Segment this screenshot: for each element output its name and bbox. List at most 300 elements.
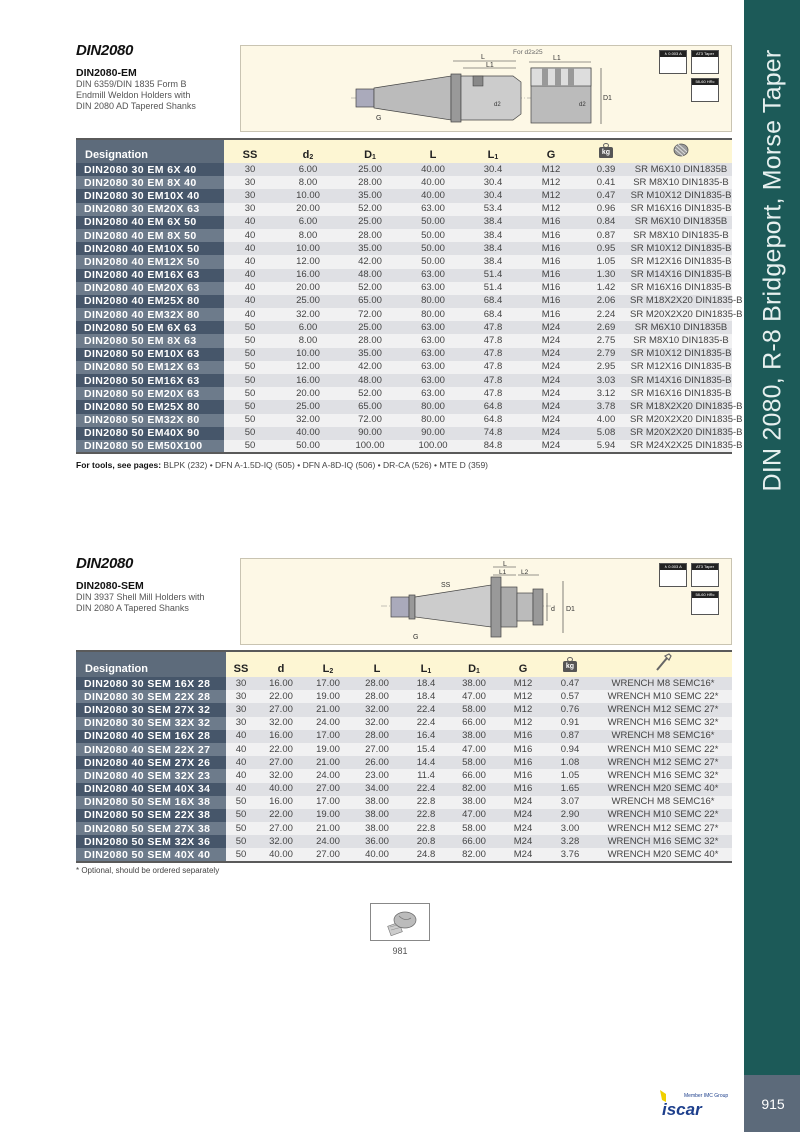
col-L1: $L_1$: [466, 139, 520, 163]
table-cell: M24: [520, 387, 582, 400]
table-cell: WRENCH M8 SEMC16*: [594, 677, 732, 690]
col-ss: SS: [224, 139, 276, 163]
table-cell: 16.00: [256, 677, 306, 690]
table-cell: 50: [224, 414, 276, 427]
table-cell: 24.8: [404, 848, 448, 861]
table-cell: SR M12X16 DIN1835-B: [630, 361, 732, 373]
table-cell: 50: [224, 361, 276, 374]
table-cell: 80.00: [400, 308, 466, 321]
table-cell: M12: [500, 717, 546, 730]
table-cell: 30: [226, 690, 256, 703]
table-cell: SR M6X10 DIN1835B: [630, 163, 732, 176]
weight-kg-icon: kg: [598, 143, 614, 158]
table-cell: 22.00: [256, 743, 306, 756]
table-cell: 40.00: [350, 848, 404, 861]
designation-cell: DIN2080 50 SEM 22X 38: [76, 809, 226, 822]
table-cell: 40: [224, 282, 276, 295]
table-cell: 35.00: [340, 348, 400, 361]
designation-cell: DIN2080 50 EM10X 63: [76, 348, 224, 361]
optional-note-text: * Optional, should be ordered separately: [76, 866, 220, 875]
table-cell: M24: [520, 414, 582, 427]
table-cell: 30.4: [466, 176, 520, 189]
table-cell: 63.00: [400, 321, 466, 334]
table-cell: 47.8: [466, 321, 520, 334]
table-cell: 35.00: [340, 242, 400, 255]
col-L: L: [350, 651, 404, 677]
table-cell: 19.00: [306, 690, 350, 703]
table-cell: 32.00: [350, 717, 404, 730]
table-cell: 38.00: [448, 796, 500, 809]
taper-spec-icon: [691, 563, 719, 587]
table-row: [76, 361, 732, 374]
table-cell: 63.00: [400, 374, 466, 387]
col-weight: [546, 651, 594, 677]
table-cell: 40.00: [400, 163, 466, 176]
table-cell: 24.00: [306, 835, 350, 848]
table-row: [76, 717, 732, 730]
table-cell: M24: [500, 822, 546, 835]
table-cell: 12.00: [276, 255, 340, 268]
table-cell: 50: [224, 387, 276, 400]
section-subtitle: DIN2080-SEM: [76, 580, 144, 592]
table-cell: M12: [520, 176, 582, 189]
spec-label: AT3 Taper: [692, 51, 718, 57]
table-cell: 52.00: [340, 387, 400, 400]
table-cell: M24: [520, 440, 582, 453]
table-cell: 58.00: [448, 756, 500, 769]
em-table-body: [76, 163, 743, 453]
table-cell: 47.00: [448, 809, 500, 822]
table-cell: 64.8: [466, 414, 520, 427]
table-row: [76, 400, 732, 413]
table-cell: SR M20X2X20 DIN1835-B: [630, 308, 743, 320]
table-cell: M12: [520, 189, 582, 202]
table-row: [76, 730, 732, 743]
table-cell: 63.00: [400, 334, 466, 347]
svg-text:G: G: [376, 115, 382, 122]
table-cell: 38.4: [466, 216, 520, 229]
table-row: [76, 282, 732, 295]
designation-cell: DIN2080 50 EM 6X 63: [76, 321, 224, 334]
table-cell: 50: [226, 822, 256, 835]
wrench-icon: [653, 652, 673, 672]
table-cell: 40.00: [400, 189, 466, 202]
table-cell: M16: [520, 242, 582, 255]
screw-icon: [371, 904, 431, 942]
svg-text:D1: D1: [566, 606, 575, 613]
table-row: [76, 203, 732, 216]
table-cell: 3.76: [546, 848, 594, 861]
table-cell: 0.57: [546, 690, 594, 703]
table-cell: 32.00: [256, 769, 306, 782]
table-cell: 30: [224, 203, 276, 216]
accessory-page-ref: 981: [392, 946, 408, 956]
table-cell: 0.87: [546, 730, 594, 743]
table-cell: 40.00: [256, 848, 306, 861]
table-cell: WRENCH M12 SEMC 27*: [594, 756, 732, 769]
table-cell: 40: [226, 730, 256, 743]
table-cell: 24.00: [306, 717, 350, 730]
table-cell: 38.00: [350, 796, 404, 809]
table-cell: 16.00: [256, 730, 306, 743]
table-cell: 2.79: [582, 348, 630, 361]
table-cell: M24: [500, 835, 546, 848]
table-cell: 20.8: [404, 835, 448, 848]
table-cell: 47.00: [448, 690, 500, 703]
table-header-row: [76, 139, 732, 163]
table-cell: M24: [500, 848, 546, 861]
table-cell: 50: [224, 400, 276, 413]
designation-cell: DIN2080 50 SEM 16X 38: [76, 796, 226, 809]
table-cell: 38.00: [350, 822, 404, 835]
table-cell: WRENCH M10 SEMC 22*: [594, 690, 732, 703]
table-cell: SR M6X10 DIN1835B: [630, 216, 732, 229]
table-row: [76, 295, 732, 308]
table-row: [76, 176, 732, 189]
table-cell: 90.00: [340, 427, 400, 440]
table-cell: 25.00: [340, 163, 400, 176]
table-cell: SR M14X16 DIN1835-B: [630, 374, 732, 386]
weight-kg-icon: kg: [562, 657, 578, 672]
table-cell: SR M10X12 DIN1835-B: [630, 348, 732, 360]
table-cell: 63.00: [400, 282, 466, 295]
table-row: [76, 796, 732, 809]
table-cell: M24: [520, 361, 582, 374]
table-cell: M16: [520, 255, 582, 268]
table-cell: 52.00: [340, 282, 400, 295]
table-row: [76, 321, 732, 334]
svg-text:G: G: [413, 634, 419, 641]
spec-label: ∧ 0.003 A: [660, 51, 686, 57]
table-cell: 40: [224, 229, 276, 242]
table-row: [76, 743, 732, 756]
table-cell: M12: [500, 677, 546, 690]
designation-cell: DIN2080 40 EM20X 63: [76, 282, 224, 295]
table-cell: 51.4: [466, 282, 520, 295]
table-cell: WRENCH M16 SEMC 32*: [594, 769, 732, 782]
svg-text:L1: L1: [499, 569, 507, 576]
table-cell: 50: [224, 321, 276, 334]
table-cell: M12: [500, 690, 546, 703]
table-cell: 2.06: [582, 295, 630, 308]
table-cell: 84.8: [466, 440, 520, 453]
table-cell: M24: [500, 796, 546, 809]
table-cell: 27.00: [306, 783, 350, 796]
designation-cell: DIN2080 40 EM 8X 50: [76, 229, 224, 242]
table-cell: M24: [500, 809, 546, 822]
table-cell: 50: [226, 809, 256, 822]
table-cell: 40: [226, 756, 256, 769]
designation-cell: DIN2080 50 EM16X 63: [76, 374, 224, 387]
table-cell: 22.8: [404, 822, 448, 835]
table-cell: 19.00: [306, 809, 350, 822]
desc-line: DIN 3937 Shell Mill Holders with: [76, 592, 205, 602]
table-cell: 30.4: [466, 163, 520, 176]
iscar-logo: [658, 1088, 738, 1118]
table-cell: 27.00: [306, 848, 350, 861]
table-cell: 22.00: [256, 690, 306, 703]
col-G: G: [520, 139, 582, 163]
table-cell: 63.00: [400, 387, 466, 400]
page-number: [744, 1075, 800, 1132]
table-cell: 22.4: [404, 783, 448, 796]
table-cell: 4.00: [582, 414, 630, 427]
table-cell: 47.8: [466, 334, 520, 347]
table-cell: 22.00: [256, 809, 306, 822]
table-row: [76, 387, 732, 400]
table-cell: 50.00: [276, 440, 340, 453]
col-set-screw: [630, 139, 732, 163]
table-cell: 80.00: [400, 414, 466, 427]
table-cell: 50: [226, 848, 256, 861]
section-title: DIN2080: [76, 42, 134, 59]
table-cell: 16.00: [256, 796, 306, 809]
table-cell: 30: [226, 677, 256, 690]
table-cell: 32.00: [350, 703, 404, 716]
table-cell: 15.4: [404, 743, 448, 756]
svg-text:L1: L1: [486, 62, 494, 69]
table-cell: SR M12X16 DIN1835-B: [630, 255, 732, 267]
table-cell: 38.4: [466, 229, 520, 242]
table-cell: 0.76: [546, 703, 594, 716]
table-cell: 58.00: [448, 703, 500, 716]
table-cell: 35.00: [340, 189, 400, 202]
spec-label: 58-60 HRc: [692, 79, 718, 85]
table-cell: 63.00: [400, 203, 466, 216]
table-cell: 40.00: [400, 176, 466, 189]
table-cell: 40: [224, 255, 276, 268]
table-cell: 52.00: [340, 203, 400, 216]
designation-cell: DIN2080 30 SEM 16X 28: [76, 677, 226, 690]
iscar-logo-icon: [658, 1088, 738, 1118]
table-cell: 38.4: [466, 242, 520, 255]
table-cell: 72.00: [340, 308, 400, 321]
svg-text:Member IMC Group: Member IMC Group: [684, 1093, 729, 1099]
table-cell: 17.00: [306, 677, 350, 690]
table-cell: 0.96: [582, 203, 630, 216]
table-cell: 40.00: [256, 783, 306, 796]
table-cell: 1.05: [546, 769, 594, 782]
table-cell: 50: [224, 374, 276, 387]
table-row: [76, 848, 732, 861]
table-cell: WRENCH M20 SEMC 40*: [594, 783, 732, 796]
table-cell: 18.4: [404, 690, 448, 703]
table-cell: WRENCH M12 SEMC 27*: [594, 822, 732, 835]
table-cell: 28.00: [340, 176, 400, 189]
table-cell: 27.00: [350, 743, 404, 756]
table-cell: 8.00: [276, 176, 340, 189]
table-cell: 64.8: [466, 400, 520, 413]
table-cell: 0.84: [582, 216, 630, 229]
table-cell: M16: [520, 229, 582, 242]
table-cell: 72.00: [340, 414, 400, 427]
designation-cell: DIN2080 40 EM25X 80: [76, 295, 224, 308]
runout-spec-icon: [659, 563, 687, 587]
table-row: [76, 690, 732, 703]
table-cell: 10.00: [276, 242, 340, 255]
designation-cell: DIN2080 30 EM 6X 40: [76, 163, 224, 176]
table-cell: 36.00: [350, 835, 404, 848]
table-cell: 16.4: [404, 730, 448, 743]
hardness-spec-icon: [691, 591, 719, 615]
table-cell: WRENCH M8 SEMC16*: [594, 730, 732, 743]
sidebar: [742, 0, 800, 1132]
table-row: [76, 334, 732, 347]
table-cell: 40: [224, 269, 276, 282]
table-cell: M24: [520, 348, 582, 361]
table-cell: SR M8X10 DIN1835-B: [630, 176, 732, 189]
table-cell: 0.94: [546, 743, 594, 756]
svg-text:For d2≥25: For d2≥25: [513, 49, 543, 56]
tools-reference: [76, 460, 488, 470]
table-row: [76, 414, 732, 427]
table-cell: 74.8: [466, 427, 520, 440]
table-cell: 30.4: [466, 189, 520, 202]
table-cell: M16: [500, 743, 546, 756]
table-cell: 40: [224, 308, 276, 321]
designation-cell: DIN2080 30 SEM 27X 32: [76, 703, 226, 716]
table-cell: 65.00: [340, 400, 400, 413]
table-cell: 2.95: [582, 361, 630, 374]
table-row: [76, 769, 732, 782]
table-cell: 6.00: [276, 216, 340, 229]
table-cell: 63.00: [400, 348, 466, 361]
designation-cell: DIN2080 50 EM 8X 63: [76, 334, 224, 347]
col-weight: [582, 139, 630, 163]
desc-line: Endmill Weldon Holders with: [76, 90, 191, 100]
table-cell: 51.4: [466, 269, 520, 282]
table-cell: 30: [224, 163, 276, 176]
table-cell: 40: [226, 783, 256, 796]
designation-cell: DIN2080 30 SEM 22X 28: [76, 690, 226, 703]
desc-line: DIN 2080 AD Tapered Shanks: [76, 101, 196, 111]
table-cell: SR M14X16 DIN1835-B: [630, 269, 732, 281]
table-row: [76, 783, 732, 796]
table-cell: 100.00: [340, 440, 400, 453]
table-cell: 40: [224, 295, 276, 308]
table-cell: 40: [226, 769, 256, 782]
table-cell: WRENCH M10 SEMC 22*: [594, 743, 732, 756]
table-cell: 66.00: [448, 717, 500, 730]
designation-cell: DIN2080 50 EM50X100: [76, 440, 224, 453]
table-cell: 53.4: [466, 203, 520, 216]
table-cell: 17.00: [306, 796, 350, 809]
table-cell: WRENCH M16 SEMC 32*: [594, 717, 732, 730]
table-cell: M16: [520, 295, 582, 308]
table-cell: 26.00: [350, 756, 404, 769]
table-cell: SR M8X10 DIN1835-B: [630, 229, 732, 242]
designation-cell: DIN2080 40 SEM 16X 28: [76, 730, 226, 743]
table-cell: M24: [520, 374, 582, 387]
table-row: [76, 703, 732, 716]
table-cell: 2.75: [582, 334, 630, 347]
table-cell: 11.4: [404, 769, 448, 782]
designation-cell: DIN2080 40 EM32X 80: [76, 308, 224, 321]
col-wrench: [594, 651, 732, 677]
optional-footnote: [76, 866, 219, 875]
designation-cell: DIN2080 50 EM25X 80: [76, 400, 224, 413]
table-cell: 0.91: [546, 717, 594, 730]
table-row: [76, 308, 732, 321]
table-cell: 68.4: [466, 295, 520, 308]
table-cell: 50: [224, 334, 276, 347]
svg-text:L2: L2: [521, 569, 529, 576]
table-cell: 38.00: [350, 809, 404, 822]
sem-products-table: [76, 650, 732, 863]
table-cell: 0.95: [582, 242, 630, 255]
table-cell: 28.00: [340, 334, 400, 347]
svg-text:L: L: [481, 54, 485, 61]
svg-text:d2: d2: [579, 102, 586, 108]
table-row: [76, 809, 732, 822]
table-cell: 47.8: [466, 361, 520, 374]
table-cell: SR M10X12 DIN1835-B: [630, 242, 732, 254]
table-cell: 28.00: [350, 677, 404, 690]
table-cell: 5.08: [582, 427, 630, 440]
table-cell: 2.69: [582, 321, 630, 334]
table-cell: 16.00: [276, 374, 340, 387]
table-header-row: [76, 651, 732, 677]
hardness-spec-icon: [691, 78, 719, 102]
table-row: [76, 189, 732, 202]
table-row: [76, 822, 732, 835]
table-cell: 63.00: [400, 269, 466, 282]
table-cell: 6.00: [276, 163, 340, 176]
table-cell: 50.00: [400, 216, 466, 229]
table-cell: 40.00: [276, 427, 340, 440]
table-cell: M16: [500, 730, 546, 743]
designation-cell: DIN2080 30 EM10X 40: [76, 189, 224, 202]
table-cell: SR M6X10 DIN1835B: [630, 321, 732, 334]
col-L: L: [400, 139, 466, 163]
table-cell: 66.00: [448, 769, 500, 782]
em-products-table: [76, 138, 743, 454]
table-cell: 14.4: [404, 756, 448, 769]
table-row: [76, 348, 732, 361]
table-cell: SR M18X2X20 DIN1835-B: [630, 400, 743, 412]
table-cell: M12: [520, 163, 582, 176]
designation-cell: DIN2080 40 EM 6X 50: [76, 216, 224, 229]
table-cell: SR M16X16 DIN1835-B: [630, 387, 732, 399]
table-row: [76, 374, 732, 387]
table-cell: 19.00: [306, 743, 350, 756]
designation-cell: DIN2080 50 SEM 40X 40: [76, 848, 226, 861]
tools-list: BLPK (232) • DFN A-1.5D-IQ (505) • DFN A-8D-IQ (506) • DR-CA (526) • MTE D (359): [163, 460, 488, 470]
table-cell: 20.00: [276, 203, 340, 216]
table-cell: 1.30: [582, 269, 630, 282]
table-cell: WRENCH M16 SEMC 32*: [594, 835, 732, 848]
col-designation: Designation: [76, 651, 226, 677]
table-cell: 32.00: [256, 835, 306, 848]
table-cell: 5.94: [582, 440, 630, 453]
table-cell: M16: [500, 769, 546, 782]
set-screw-icon: [671, 142, 691, 158]
col-designation: Designation: [76, 139, 224, 163]
page-number-text: 915: [761, 1095, 785, 1112]
section-description: [76, 592, 256, 614]
table-cell: 63.00: [400, 361, 466, 374]
table-cell: 42.00: [340, 255, 400, 268]
spec-label: 58-60 HRc: [692, 592, 718, 598]
designation-cell: DIN2080 40 SEM 27X 26: [76, 756, 226, 769]
table-cell: 50: [224, 348, 276, 361]
table-cell: 3.28: [546, 835, 594, 848]
table-cell: SR M24X2X25 DIN1835-B: [630, 440, 732, 453]
table-cell: 100.00: [400, 440, 466, 453]
table-cell: 3.07: [546, 796, 594, 809]
table-cell: 90.00: [400, 427, 466, 440]
table-cell: 82.00: [448, 783, 500, 796]
